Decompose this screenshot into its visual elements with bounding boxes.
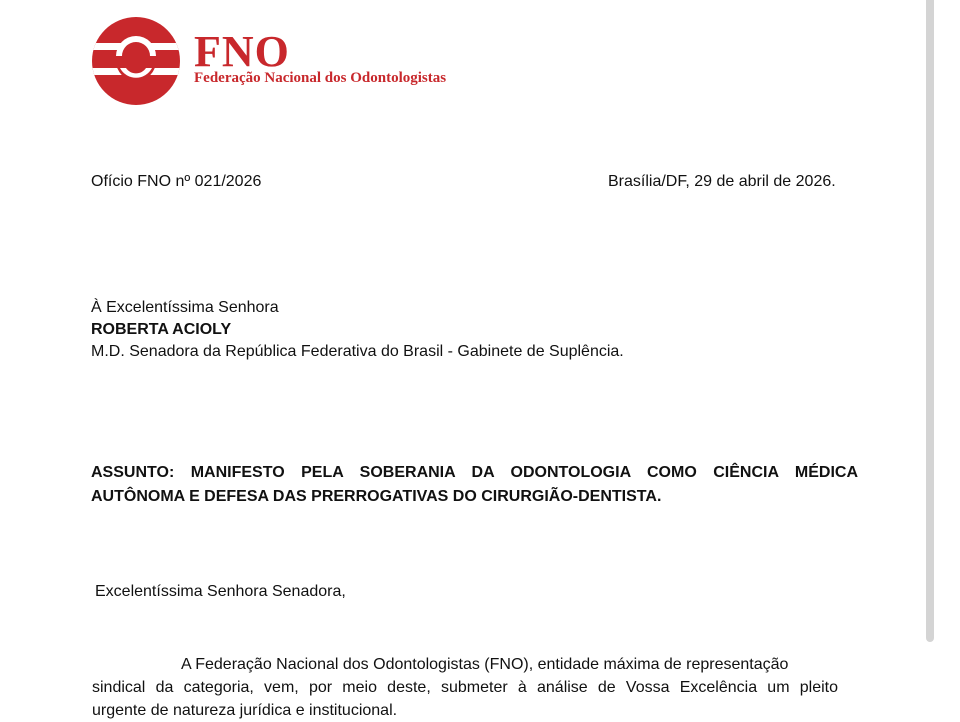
- paragraph-line: urgente de natureza jurídica e institucional.: [92, 702, 398, 719]
- vertical-scrollbar[interactable]: [926, 0, 934, 642]
- paragraph-line: A Federação Nacional dos Odontologistas (FNO), entidade máxima de representação: [181, 656, 789, 673]
- greeting: Excelentíssima Senhora Senadora,: [95, 583, 346, 600]
- viewer-gutter: [918, 0, 960, 720]
- fno-emblem-icon: [90, 16, 186, 106]
- logo-acronym: FNO: [194, 27, 290, 76]
- paragraph-line: sindical da categoria, vem, por meio deste, submeter à análise de Vossa Excelência um pleito: [92, 679, 838, 696]
- document-reference: Ofício FNO nº 021/2026: [91, 173, 262, 190]
- body-paragraph: [92, 653, 838, 722]
- subject-line: ASSUNTO: MANIFESTO PELA SOBERANIA DA ODONTOLOGIA COMO CIÊNCIA MÉDICA: [91, 464, 858, 481]
- recipient-salutation: À Excelentíssima Senhora: [91, 299, 279, 316]
- recipient-block: [91, 297, 624, 363]
- document-date: Brasília/DF, 29 de abril de 2026.: [608, 173, 836, 190]
- recipient-title: M.D. Senadora da República Federativa do Brasil - Gabinete de Suplência.: [91, 343, 624, 360]
- fno-logo: [90, 16, 500, 108]
- recipient-name: ROBERTA ACIOLY: [91, 321, 232, 338]
- subject-line: AUTÔNOMA E DEFESA DAS PRERROGATIVAS DO CIRURGIÃO-DENTISTA.: [91, 488, 662, 505]
- logo-full-name: Federação Nacional dos Odontologistas: [194, 70, 447, 86]
- subject-block: [91, 461, 858, 509]
